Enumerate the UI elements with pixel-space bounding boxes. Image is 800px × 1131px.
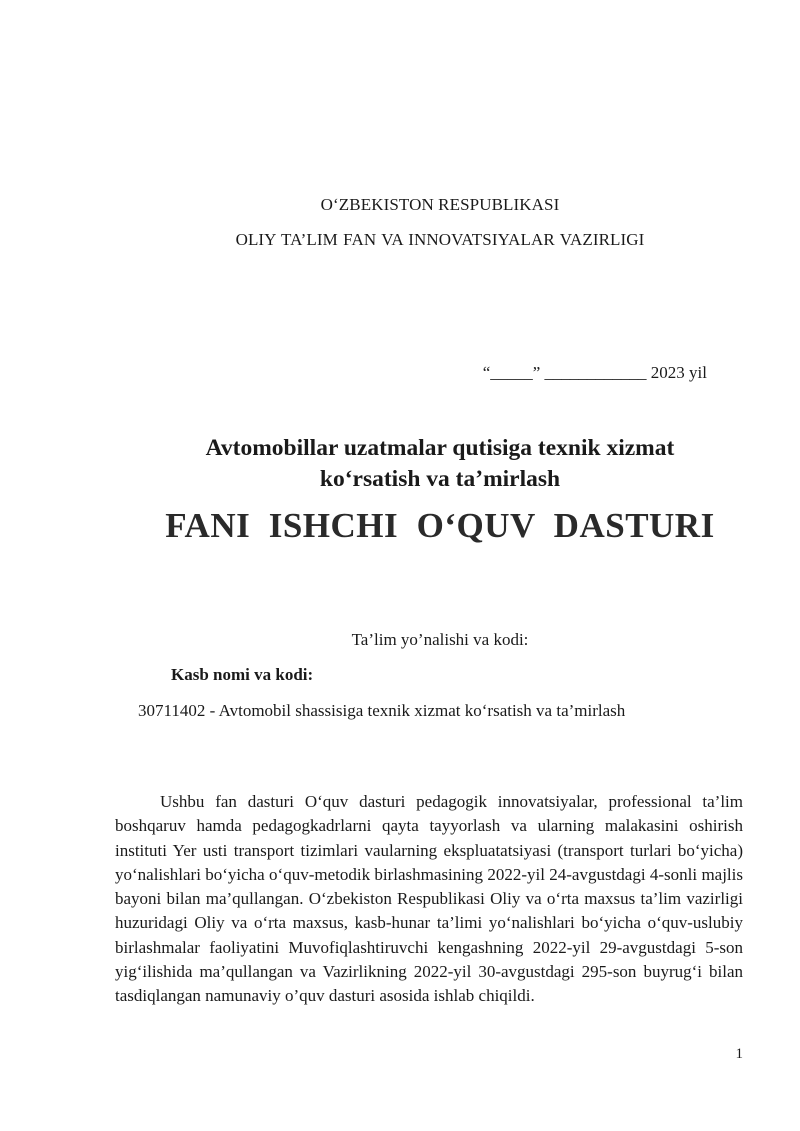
profession-label: Kasb nomi va kodi:	[171, 665, 314, 684]
profession-value: 30711402 - Avtomobil shassisiga texnik xizmat ko‘rsatish va ta’mirlash	[138, 701, 626, 720]
date-line: “_____” ____________ 2023 yil	[482, 363, 707, 382]
direction-label: Ta’lim yo’nalishi va kodi:	[351, 630, 529, 649]
body-paragraph: Ushbu fan dasturi O‘quv dasturi pedagogik innovatsiyalar, professional ta’lim boshqaruv hamda pedagogkadrlarni qayta tayyorlash va ularning malakasini oshirish instituti Yer usti transport tizimlari vaularning ekspluatatsiyasi (transport turlari bo‘yicha) yo‘nalishlari bo‘yicha o‘quv-metodik birlashmasining 2022-yil 24-avgustdagi 4-sonli majlis bayoni bilan ma’qullangan. O‘zbekiston Respublikasi Oliy va o‘rta maxsus ta’lim vazirligi huzuridagi Oliy va o‘rta maxsus, kasb-hunar ta’limi yo‘nalishlari bo‘yicha o‘quv-uslubiy birlashmalar faoliyatini Muvofiqlashtiruvchi kengashning 2022-yil 29-avgustdagi 5-son yig‘ilishida ma’qullangan va Vazirlikning 2022-yil 30-avgustdagi 295-son buyrug‘i bilan tasdiqlangan namunaviy o’quv dasturi asosida ishlab chiqildi.	[115, 792, 743, 1006]
country-heading: O‘ZBEKISTON RESPUBLIKASI	[320, 195, 560, 214]
subject-title-line2: ko‘rsatish va ta’mirlash	[319, 466, 561, 492]
subject-title	[0, 433, 800, 495]
program-title: FANI ISHCHI O‘QUV DASTURI	[165, 506, 715, 545]
page-number: 1	[735, 1046, 743, 1062]
ministry-heading: OLIY TA’LIM FAN VA INNOVATSIYALAR VAZIRLIGI	[235, 230, 645, 249]
subject-title-line1: Avtomobillar uzatmalar qutisiga texnik xizmat	[205, 435, 675, 461]
